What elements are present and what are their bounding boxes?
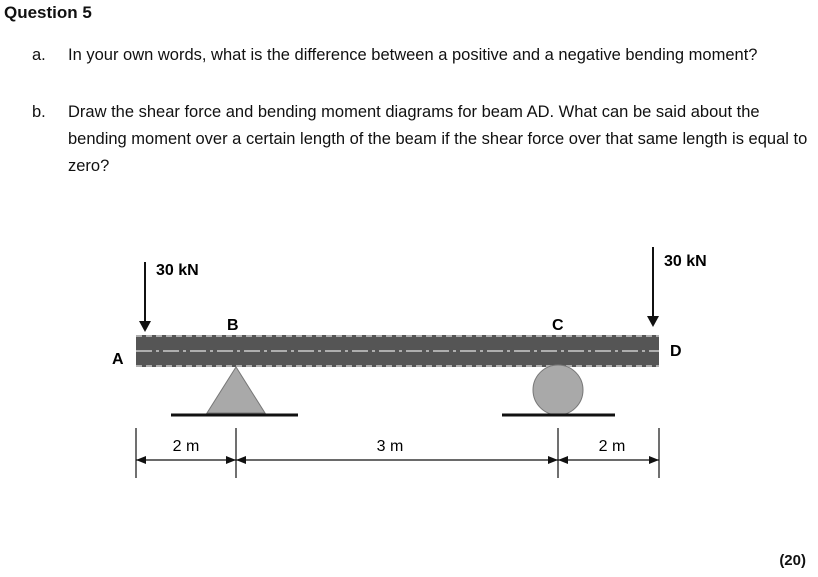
marks-total: (20)	[779, 552, 806, 569]
dim-arrow-c-left	[548, 456, 558, 464]
question-title: Question 5	[4, 3, 92, 22]
part-a-text: In your own words, what is the difference between a positive and a negative bending moment?	[68, 46, 758, 64]
part-b-label: b.	[32, 103, 46, 121]
dim-label-cd: 2 m	[598, 438, 626, 455]
load-d-arrowhead	[647, 316, 659, 327]
pin-support-b	[207, 367, 265, 413]
load-a-label: 30 kN	[156, 262, 199, 279]
load-a-arrowhead	[139, 321, 151, 332]
roller-support-c	[533, 365, 583, 415]
dim-label-bc: 3 m	[376, 438, 404, 455]
point-d-label: D	[670, 343, 682, 360]
part-b-text: Draw the shear force and bending moment diagrams for beam AD. What can be said about the bending moment over a certain length of the beam if the shear force over that same length is equal to zero?	[68, 103, 808, 175]
point-b-label: B	[227, 317, 239, 334]
dim-arrow-b-left	[226, 456, 236, 464]
part-a-label: a.	[32, 46, 46, 64]
point-c-label: C	[552, 317, 564, 334]
load-d-label: 30 kN	[664, 253, 707, 270]
dim-arrow-a	[136, 456, 146, 464]
dim-arrow-b-right	[236, 456, 246, 464]
dim-label-ab: 2 m	[172, 438, 200, 455]
point-a-label: A	[112, 351, 124, 368]
dim-arrow-c-right	[558, 456, 568, 464]
dim-arrow-d	[649, 456, 659, 464]
